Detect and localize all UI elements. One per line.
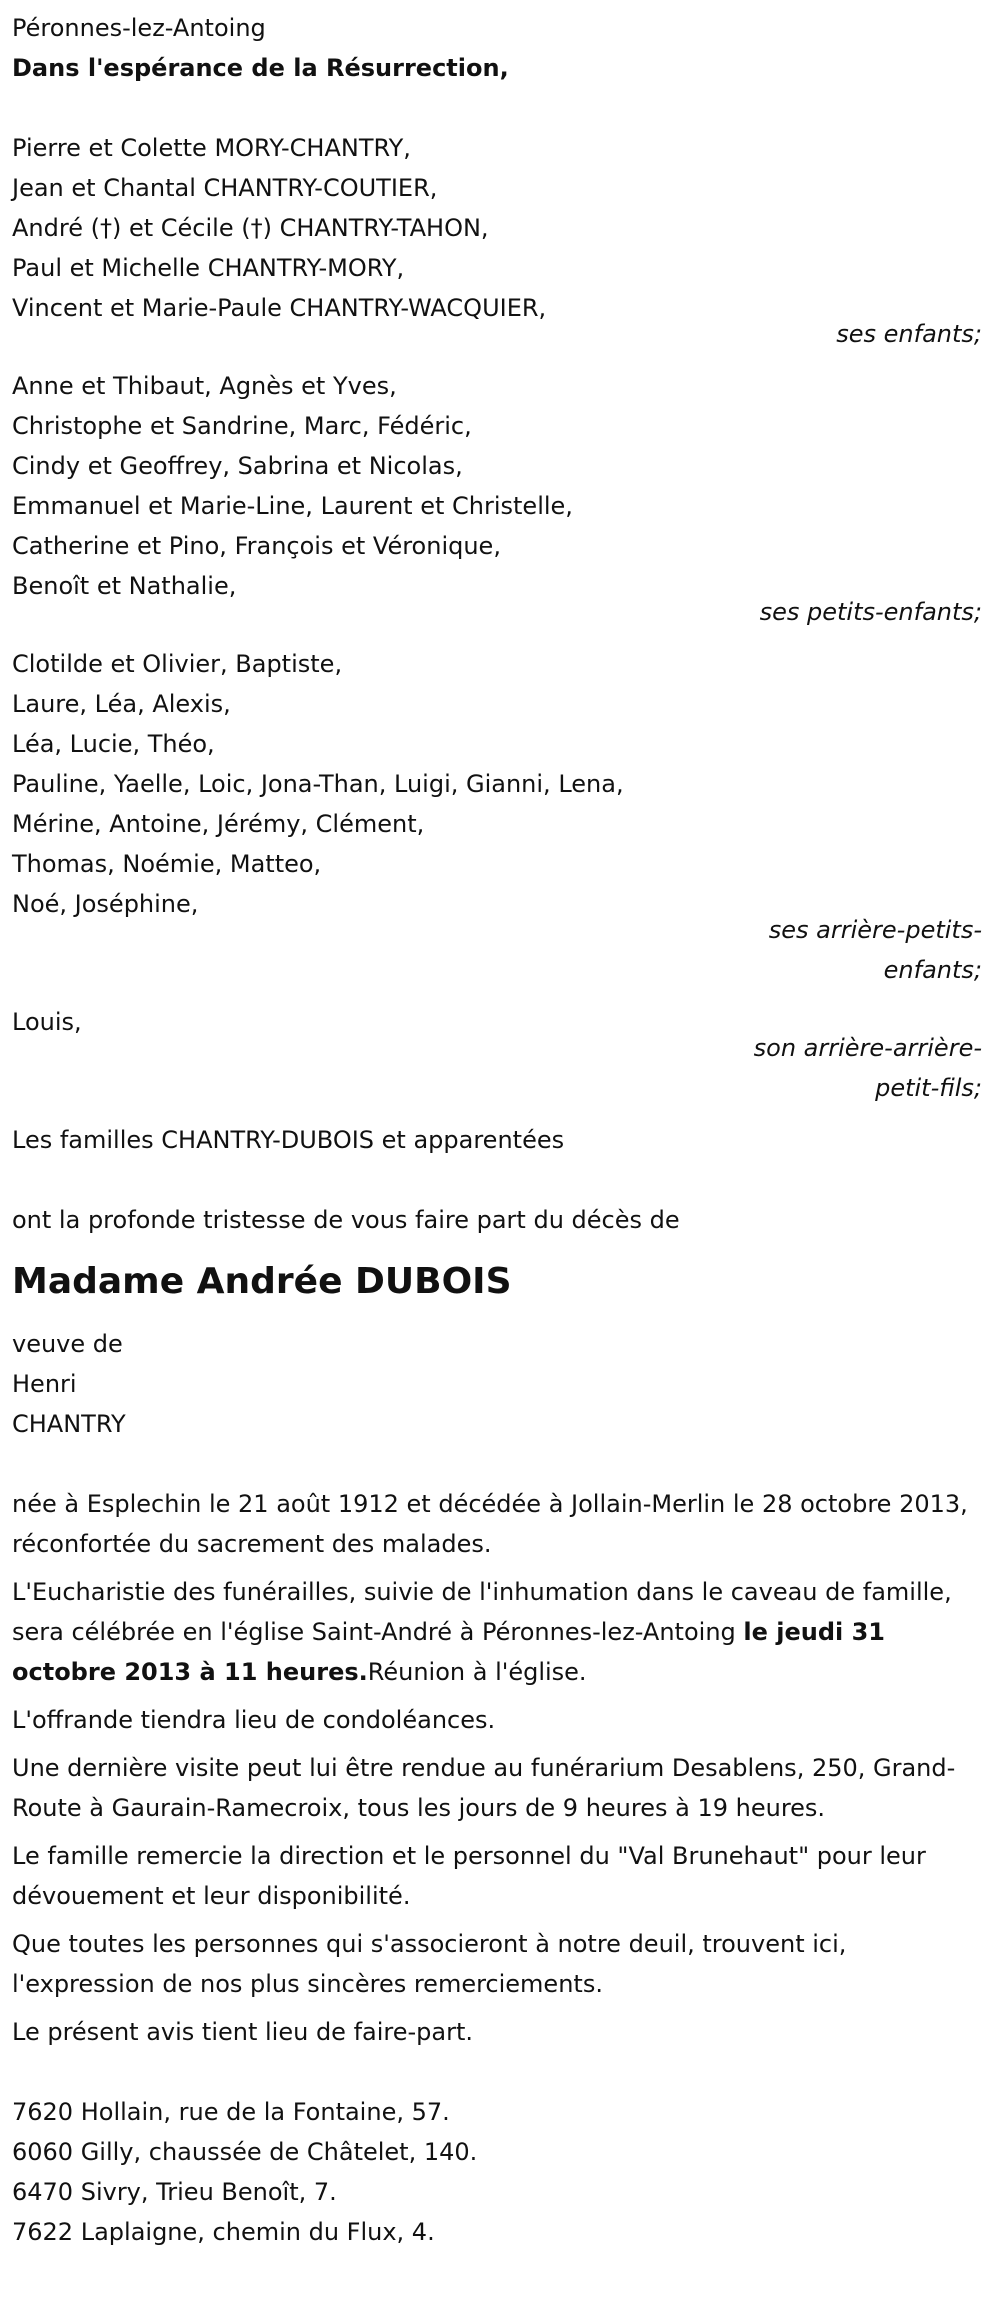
list-item: Pauline, Yaelle, Loic, Jona-Than, Luigi, Gianni, Lena, [12,770,624,798]
list-item: Emmanuel et Marie-Line, Laurent et Christelle, [12,492,573,520]
spacer [12,354,988,366]
list-item: Mérine, Antoine, Jérémy, Clément, [12,810,425,838]
address-line: 7620 Hollain, rue de la Fontaine, 57. [12,2098,450,2126]
thanks-staff-paragraph: Le famille remercie la direction et le personnel du "Val Brunehaut" pour leur dévouement et leur disponibilité. [12,1842,926,1910]
spacer [12,1240,988,1252]
funeral-text: L'Eucharistie des funérailles, suivie de l'inhumation dans le caveau de famille, sera célébrée en l'église Saint-André à Péronnes-lez-Antoing [12,1578,952,1646]
great-grandchildren-list [12,644,988,924]
list-item: Paul et Michelle CHANTRY-MORY, [12,254,405,282]
spacer [12,1740,988,1748]
great-great-grandchild-name: Louis, [12,1008,82,1036]
location: Péronnes-lez-Antoing [12,14,266,42]
offering-paragraph: L'offrande tiendra lieu de condoléances. [12,1706,496,1734]
funeral-date: le jeudi 31 octobre 2013 à 11 heures. [12,1618,885,1686]
address-line: 6470 Sivry, Trieu Benoît, 7. [12,2178,337,2206]
spacer [12,1564,988,1572]
list-item: Cindy et Geoffrey, Sabrina et Nicolas, [12,452,463,480]
spacer [12,1828,988,1836]
spacer [12,2004,988,2012]
widow-of-line: veuve de [12,1330,123,1358]
list-item: Thomas, Noémie, Matteo, [12,850,322,878]
children-list [12,128,988,328]
list-item: Catherine et Pino, François et Véronique, [12,532,501,560]
list-item: Christophe et Sandrine, Marc, Fédéric, [12,412,472,440]
list-item: Anne et Thibaut, Agnès et Yves, [12,372,397,400]
spacer [12,990,988,1002]
grandchildren-label: ses petits-enfants; [759,598,982,626]
spacer [12,1108,988,1120]
deceased-name: Madame Andrée DUBOIS [12,1261,512,1302]
notice-paragraph: Le présent avis tient lieu de faire-part. [12,2018,474,2046]
spacer [12,1692,988,1700]
motto: Dans l'espérance de la Résurrection, [12,54,509,82]
visit-paragraph: Une dernière visite peut lui être rendue au funérarium Desablens, 250, Grand-Route à Gaurain-Ramecroix, tous les jours de 9 heures à 19 heures. [12,1754,956,1822]
spacer [12,1160,988,1200]
great-grandchildren-label: ses arrière-petits-enfants; [768,916,982,984]
children-label: ses enfants; [836,320,982,348]
list-item: Noé, Joséphine, [12,890,199,918]
widow-of-line: Henri [12,1370,77,1398]
spacer [12,632,988,644]
address-line: 6060 Gilly, chaussée de Châtelet, 140. [12,2138,478,2166]
widow-of [12,1324,988,1444]
list-item: Laure, Léa, Alexis, [12,690,231,718]
list-item: Benoît et Nathalie, [12,572,237,600]
spacer [12,1312,988,1324]
list-item: Clotilde et Olivier, Baptiste, [12,650,343,678]
grandchildren-list [12,366,988,606]
funeral-paragraph [12,1572,972,1692]
thanks-all-paragraph: Que toutes les personnes qui s'associeront à notre deuil, trouvent ici, l'expression de nos plus sincères remerciements. [12,1930,847,1998]
spacer [12,2052,988,2092]
list-item: André (†) et Cécile (†) CHANTRY-TAHON, [12,214,489,242]
spacer [12,1916,988,1924]
widow-of-line: CHANTRY [12,1410,126,1438]
spacer [12,1444,988,1484]
list-item: Vincent et Marie-Paule CHANTRY-WACQUIER, [12,294,547,322]
list-item: Jean et Chantal CHANTRY-COUTIER, [12,174,438,202]
list-item: Léa, Lucie, Théo, [12,730,215,758]
funeral-meeting: Réunion à l'église. [367,1658,587,1686]
great-great-grandchild-label: son arrière-arrière-petit-fils; [753,1034,982,1102]
birth-death-paragraph: née à Esplechin le 21 août 1912 et décédée à Jollain-Merlin le 28 octobre 2013, réconfortée du sacrement des malades. [12,1490,968,1558]
announcement: ont la profonde tristesse de vous faire part du décès de [12,1206,680,1234]
families-line: Les familles CHANTRY-DUBOIS et apparentées [12,1126,565,1154]
addresses-list [12,2092,988,2252]
spacer [12,88,988,128]
address-line: 7622 Laplaigne, chemin du Flux, 4. [12,2218,435,2246]
list-item: Pierre et Colette MORY-CHANTRY, [12,134,411,162]
